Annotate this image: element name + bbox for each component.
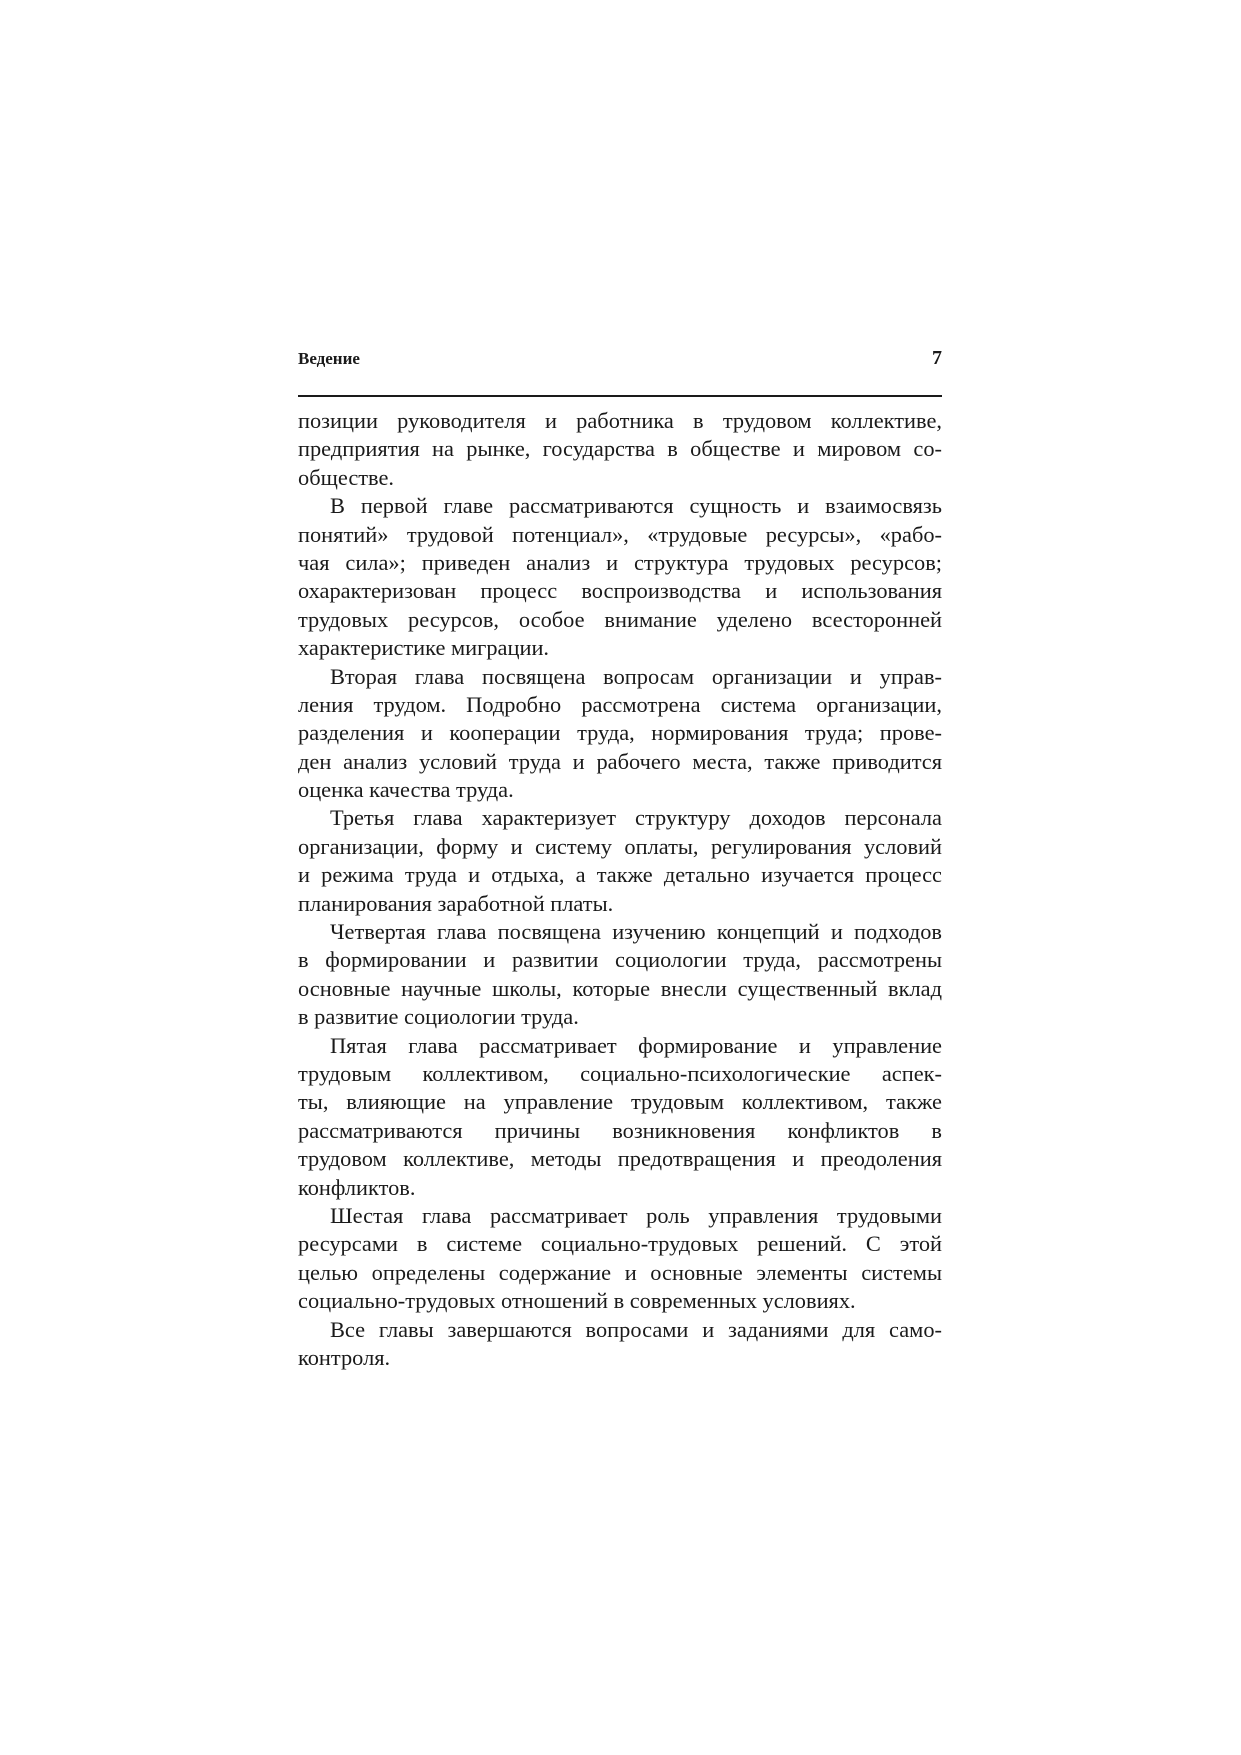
text-line: Четвертая глава посвящена изучению концепций и подходов [330,919,942,945]
text-line: характеристике миграции. [298,635,550,661]
running-head: Ведение [298,349,360,368]
text-line: планирования заработной платы. [298,890,614,916]
text-line: обществе. [298,464,395,490]
text-line: В первой главе рассматриваются сущность и взаимосвязь [330,493,942,519]
text-line: целью определены содержание и основные элементы системы [298,1259,942,1285]
text-line: в формировании и развитии социологии труда, рассмотрены [298,947,942,973]
text-line: разделения и кооперации труда, нормирования труда; прове- [298,720,942,746]
text-line: трудовым коллективом, социально-психологические аспек- [298,1060,942,1086]
text-line: трудовых ресурсов, особое внимание уделено всесторонней [298,606,942,632]
paragraph [298,804,942,918]
text-line: ления трудом. Подробно рассмотрена система организации, [298,691,942,717]
paragraph [298,918,942,1032]
text-line: конфликтов. [298,1174,416,1200]
page-header [298,345,942,397]
text-line: ден анализ условий труда и рабочего места, также приводится [298,748,942,774]
text-line: трудовом коллективе, методы предотвращения и преодоления [298,1146,942,1172]
paragraph [298,492,942,662]
text-line: социально-трудовых отношений в современных условиях. [298,1288,856,1314]
text-line: организации, форму и систему оплаты, регулирования условий [298,833,942,859]
text-line: охарактеризован процесс воспроизводства и использования [298,578,942,604]
paragraph [298,663,942,805]
page-number: 7 [932,347,942,369]
text-line: и режима труда и отдыха, а также детально изучается процесс [298,862,942,888]
text-line: Шестая глава рассматривает роль управления трудовыми [330,1202,942,1228]
paragraph [298,1032,942,1202]
paragraph [298,1202,942,1316]
text-line: предприятия на рынке, государства в обществе и мировом со- [298,436,942,462]
text-line: Все главы завершаются вопросами и заданиями для само- [330,1316,942,1342]
text-line: рассматриваются причины возникновения конфликтов в [298,1117,942,1143]
body-text [298,407,942,1372]
paragraph [298,407,942,492]
text-line: контроля. [298,1344,391,1370]
text-line: Вторая глава посвящена вопросам организации и управ- [330,663,942,689]
text-line: Третья глава характеризует структуру доходов персонала [330,805,942,831]
text-line: в развитие социологии труда. [298,1004,579,1030]
paragraph [298,1316,942,1373]
text-line: позиции руководителя и работника в трудовом коллективе, [298,408,942,433]
text-line: ресурсами в системе социально-трудовых решений. С этой [298,1231,942,1257]
text-line: понятий» трудовой потенциал», «трудовые ресурсы», «рабо- [298,521,942,547]
text-line: оценка качества труда. [298,777,514,803]
text-line: Пятая глава рассматривает формирование и управление [330,1032,942,1058]
text-line: ты, влияющие на управление трудовым коллективом, также [298,1089,942,1115]
text-line: чая сила»; приведен анализ и структура трудовых ресурсов; [298,549,942,575]
text-line: основные научные школы, которые внесли существенный вклад [298,975,942,1001]
